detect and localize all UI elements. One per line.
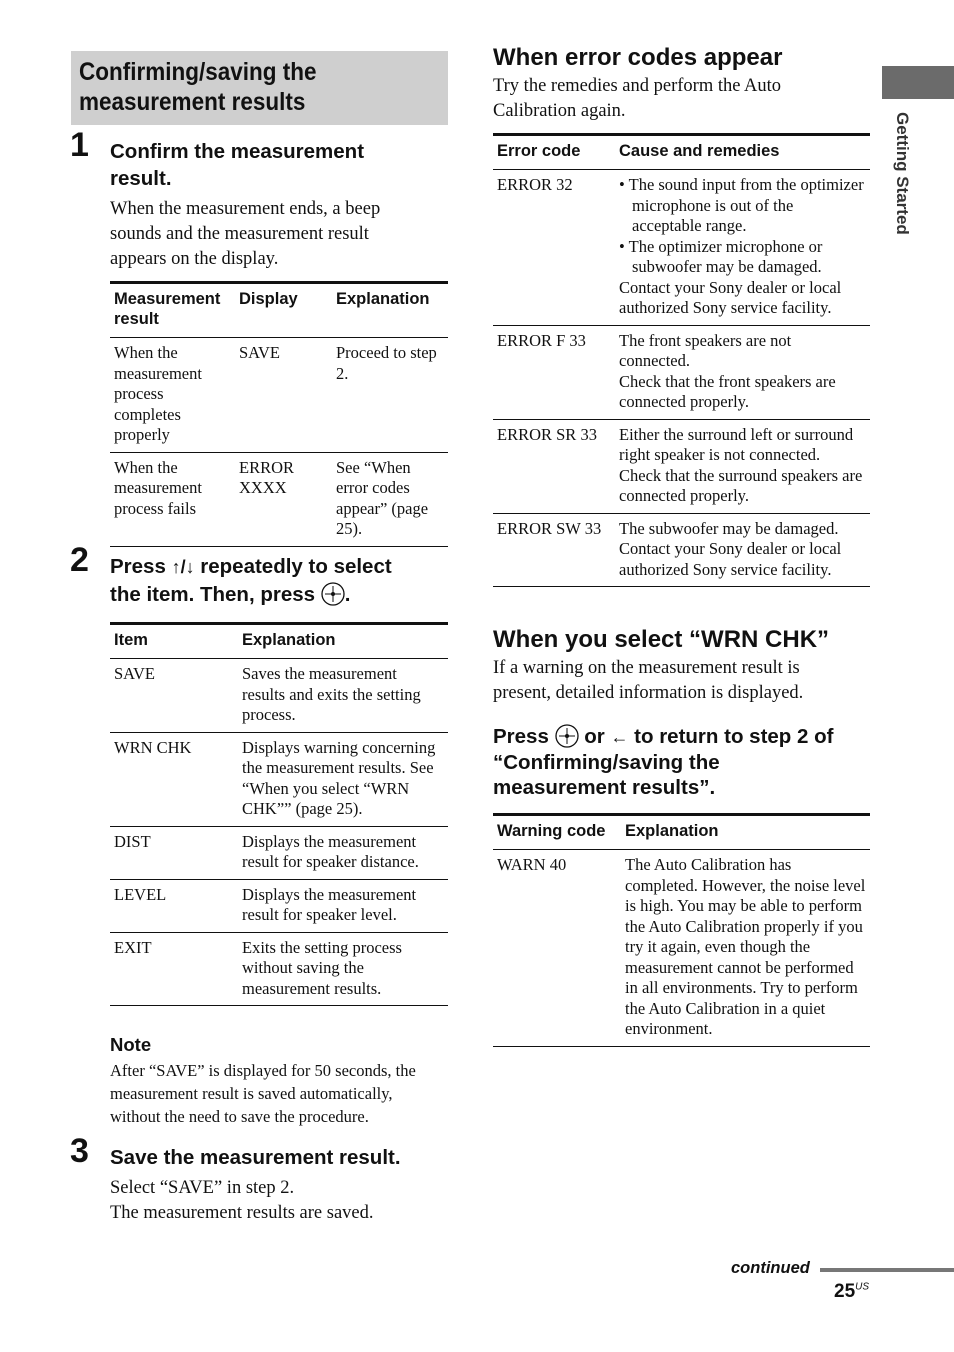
cell-item: SAVE [114, 664, 155, 683]
table-row [110, 659, 448, 733]
col-header: Cause and remedies [619, 142, 780, 160]
cell-item: DIST [114, 831, 151, 851]
cell-explanation: Displays the measurement result for speaker distance. [242, 831, 419, 871]
table-row [110, 932, 448, 1006]
step-2-number: 2 [70, 541, 89, 579]
table-row [110, 826, 448, 879]
enter-button-icon [555, 724, 579, 748]
cell-explanation: The Auto Calibration has completed. However, the noise level is high. You may be able to perform the Auto Calibration properly if you try it again, even though the measurement cannot be performed in all environments. Try to perform the Auto Calibration in a quiet environment. [625, 855, 866, 1038]
step-1-heading: Confirm the measurement result. [110, 140, 365, 190]
measurement-result-table [110, 281, 448, 547]
up-down-arrows-icon: ↑/↓ [171, 557, 195, 577]
continued-label: continued [731, 1259, 810, 1277]
step-2-heading: Press ↑/↓ repeatedly to select the item. Then, press . [110, 555, 392, 606]
table-row [493, 850, 870, 1047]
cell-display: SAVE [239, 343, 280, 362]
table-row [110, 338, 448, 453]
cell-explanation: Proceed to step 2. [336, 343, 437, 383]
col-header: Display [239, 290, 298, 308]
cell-result: When the measurement process fails [114, 457, 202, 518]
error-codes-title: When error codes appear [493, 44, 783, 71]
col-header: Error code [497, 142, 581, 160]
col-header: Warning code [497, 822, 606, 840]
bullet-item: • The sound input from the optimizer microphone is out of the acceptable range. [619, 175, 864, 235]
wrn-chk-instruction: Press or ← to return to step 2 of “Confirming/saving the measurement results”. [493, 725, 834, 799]
cell-cause: The front speakers are not connected. Check that the front speakers are connected properly. [619, 330, 836, 411]
cell-error-code: ERROR SW 33 [497, 518, 602, 538]
table-header-row [110, 624, 448, 659]
table-header-row [493, 135, 870, 170]
bullet-item: • The optimizer microphone or subwoofer may be damaged. [619, 236, 823, 276]
cell-explanation: Saves the measurement results and exits the setting process. [242, 664, 421, 724]
note-title: Note [110, 1034, 152, 1055]
section-title-box [71, 51, 448, 125]
cell-explanation: Displays warning concerning the measurement results. See “When you select “WRN CHK”” (page 25). [242, 737, 436, 818]
table-row [110, 732, 448, 826]
table-row [493, 513, 870, 587]
step-3-number: 3 [70, 1132, 89, 1170]
table-row [110, 879, 448, 932]
cell-item: EXIT [114, 937, 152, 957]
step-1-number: 1 [70, 126, 89, 164]
cell-explanation: See “When error codes appear” (page 25). [336, 457, 429, 538]
table-header-row [110, 283, 448, 338]
step-1-body: When the measurement ends, a beep sounds and the measurement result appears on the display. [110, 199, 381, 269]
cell-explanation: Exits the setting process without saving the measurement results. [242, 937, 402, 998]
col-header: Measurement result [114, 290, 221, 328]
col-header: Explanation [336, 290, 430, 308]
section-title: Confirming/saving the measurement results [79, 58, 317, 116]
table-row [493, 170, 870, 326]
item-table [110, 622, 448, 1006]
col-header: Item [114, 631, 148, 649]
error-codes-intro: Try the remedies and perform the Auto Calibration again. [493, 76, 782, 121]
cell-error-code: ERROR 32 [497, 175, 573, 194]
wrn-chk-title: When you select “WRN CHK” [493, 626, 830, 653]
return-arrow-icon: ← [610, 727, 629, 747]
error-codes-table [493, 133, 870, 587]
warning-code-table [493, 813, 870, 1047]
table-row [493, 419, 870, 513]
cell-item: LEVEL [114, 884, 167, 904]
cell-display: ERROR XXXX [239, 457, 295, 497]
cell-item: WRN CHK [114, 737, 192, 757]
cell-error-code: ERROR SR 33 [497, 424, 597, 444]
step-3-body: Select “SAVE” in step 2. The measurement results are saved. [110, 1178, 374, 1223]
cell-cause: Either the surround left or surround right speaker is not connected. Check that the surround speakers are connected properly. [619, 424, 863, 505]
step-3-heading: Save the measurement result. [110, 1146, 401, 1169]
enter-button-icon [321, 582, 345, 606]
table-row [110, 452, 448, 546]
continued-rule [820, 1268, 954, 1272]
table-header-row [493, 815, 870, 850]
col-header: Explanation [625, 822, 719, 840]
cell-error-code: ERROR F 33 [497, 330, 586, 350]
cell-cause: • The sound input from the optimizer microphone is out of the acceptable range. • The optimizer microphone or subwoofer may be damaged. Contact your Sony dealer or local authorized Sony service facility. [615, 170, 870, 326]
cell-result: When the measurement process completes properly [114, 343, 202, 444]
section-tab-marker [882, 66, 954, 99]
cell-explanation: Displays the measurement result for speaker level. [242, 884, 417, 924]
note-body: After “SAVE” is displayed for 50 seconds, the measurement result is saved automatically, without the need to save the procedure. [110, 1061, 416, 1126]
table-row [493, 325, 870, 419]
page-number: $25^{US}$ [834, 1281, 870, 1302]
wrn-chk-intro: If a warning on the measurement result is present, detailed information is displayed. [493, 658, 804, 703]
cell-cause: The subwoofer may be damaged. Contact your Sony dealer or local authorized Sony service facility. [619, 518, 842, 579]
col-header: Explanation [242, 631, 336, 649]
cell-warning-code: WARN 40 [497, 855, 567, 874]
side-tab-label: Getting Started [893, 112, 912, 235]
